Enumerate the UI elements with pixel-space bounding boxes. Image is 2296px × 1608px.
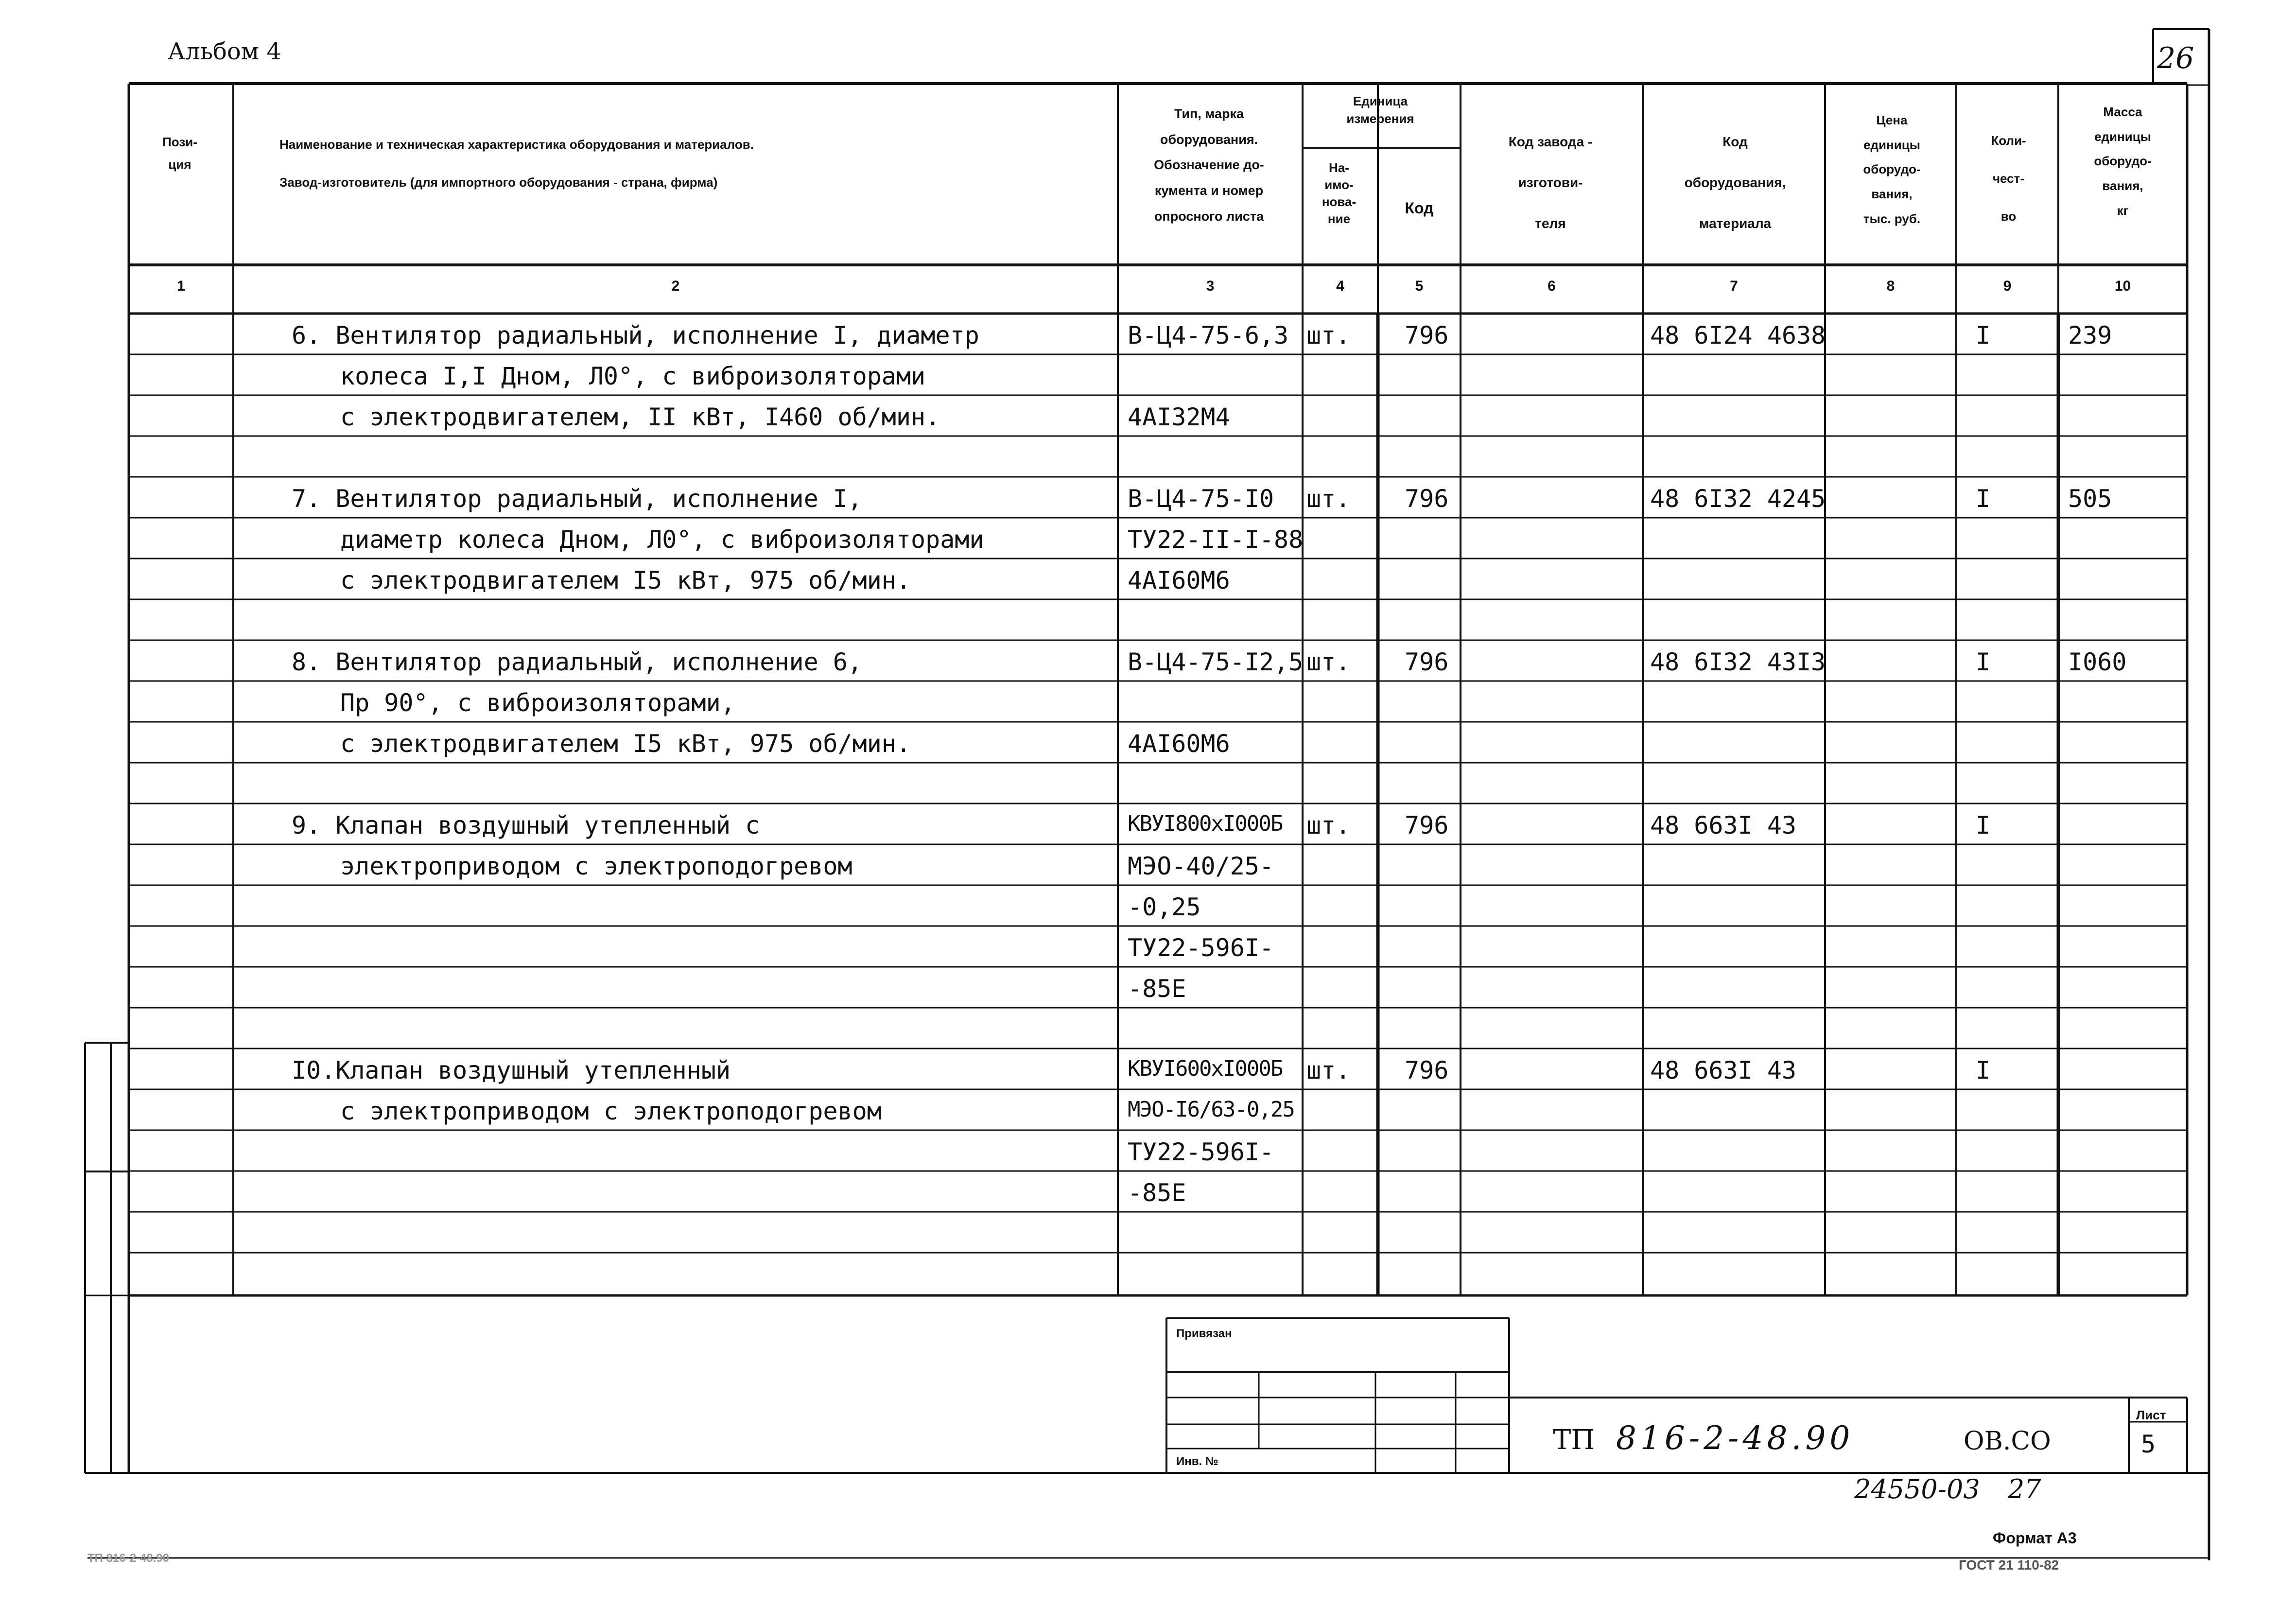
column-number-2: 2 <box>671 278 680 294</box>
item-type: КВУI800хI000Б <box>1128 811 1283 836</box>
doc-number: 816-2-48.90 <box>1616 1419 1854 1457</box>
column-number-8: 8 <box>1886 278 1895 294</box>
column-number-7: 7 <box>1730 278 1738 294</box>
archive-page: 27 <box>2007 1474 2041 1504</box>
column-number-1: 1 <box>177 278 185 294</box>
item-mass: I060 <box>2068 648 2127 676</box>
column-number-10: 10 <box>2114 278 2131 294</box>
page-corner-number: 26 <box>2157 41 2194 75</box>
item-name: с электродвигателем I5 кВт, 975 об/мин. <box>340 566 911 594</box>
header-type: Тип, марка оборудования. Обозначение до- кумента и номер опросного листа <box>1154 106 1264 224</box>
header-mass: Масса единицы оборудо- вания, кг <box>2094 105 2152 218</box>
item-unit-code: 796 <box>1405 485 1449 513</box>
item-name: Пр 90°, с виброизоляторами, <box>340 689 735 717</box>
item-mass: 239 <box>2068 321 2112 350</box>
document-code <box>1553 1419 1854 1457</box>
item-type: В-Ц4-75-6,3 <box>1128 321 1289 350</box>
item-name: электроприводом с электроподогревом <box>340 852 852 880</box>
item-name: 9. Клапан воздушный утепленный с <box>292 811 760 839</box>
header-price: Цена единицы оборудо- вания, тыс. руб. <box>1863 113 1921 226</box>
doc-prefix: ТП <box>1553 1424 1595 1456</box>
header-equipment-code: Код оборудования, материала <box>1684 134 1786 231</box>
item-name: с электроприводом с электроподогревом <box>340 1097 882 1125</box>
item-quantity: I <box>1976 1056 1991 1084</box>
header-unit-name: На- имо- нова- ние <box>1322 160 1357 227</box>
item-equipment-code: 48 663I 43 <box>1650 811 1797 839</box>
item-quantity: I <box>1976 485 1991 513</box>
item-name: I0.Клапан воздушный утепленный <box>292 1056 731 1084</box>
item-unit: шт. <box>1306 321 1351 350</box>
item-mass: 505 <box>2068 485 2112 513</box>
archive-number: 24550-03 27 <box>1854 1474 2041 1504</box>
item-unit: шт. <box>1306 1056 1351 1084</box>
item-unit-code: 796 <box>1405 1056 1449 1084</box>
item-unit-code: 796 <box>1405 321 1449 350</box>
item-type: 4АI32М4 <box>1128 403 1230 431</box>
column-number-5: 5 <box>1415 278 1424 294</box>
item-type: -0,25 <box>1128 893 1201 921</box>
item-type: МЭО-I6/63-0,25 <box>1128 1097 1294 1122</box>
item-type: В-Ц4-75-I0 <box>1128 485 1274 513</box>
item-quantity: I <box>1976 321 1991 350</box>
item-type: КВУI600хI000Б <box>1128 1056 1283 1081</box>
stamp-inventory-number: Инв. № <box>1176 1455 1218 1468</box>
column-number-3: 3 <box>1206 278 1215 294</box>
column-number-6: 6 <box>1548 278 1556 294</box>
item-type: 4АI60М6 <box>1128 730 1230 758</box>
item-name: 8. Вентилятор радиальный, исполнение 6, <box>292 648 862 676</box>
item-quantity: I <box>1976 811 1991 839</box>
item-type: ТУ22-596I- <box>1128 934 1274 962</box>
stamp-privyazan: Привязан <box>1176 1327 1232 1340</box>
item-equipment-code: 48 6I32 4245 <box>1650 485 1826 513</box>
doc-suffix: ОВ.СО <box>1964 1427 2051 1456</box>
sheet-label: Лист <box>2136 1408 2166 1422</box>
gost-reference: ГОСТ 21 110-82 <box>1959 1557 2059 1573</box>
item-unit-code: 796 <box>1405 648 1449 676</box>
item-type: В-Ц4-75-I2,5 <box>1128 648 1304 676</box>
item-type: -85Е <box>1128 1179 1186 1207</box>
item-name: колеса I,I Дном, Л0°, с виброизоляторами <box>340 362 926 390</box>
item-name: с электродвигателем I5 кВт, 975 об/мин. <box>340 730 911 758</box>
item-type: ТУ22-596I- <box>1128 1138 1274 1166</box>
header-unit-group: Единица измерения <box>1346 94 1414 126</box>
header-quantity: Коли- чест- во <box>1991 133 2026 224</box>
header-factory-code: Код завода - изготови- теля <box>1508 134 1593 231</box>
sheet-number: 5 <box>2141 1430 2156 1458</box>
item-type: МЭО-40/25- <box>1128 852 1274 880</box>
item-type: ТУ22-II-I-88 <box>1128 525 1304 554</box>
bottom-left-mark: ТП 816-2-48.90 <box>87 1552 170 1565</box>
album-label: Альбом 4 <box>168 38 281 65</box>
item-equipment-code: 48 663I 43 <box>1650 1056 1797 1084</box>
item-name: диаметр колеса Дном, Л0°, с виброизоляторами <box>340 525 984 554</box>
header-position: Пози- ция <box>162 135 197 172</box>
item-unit-code: 796 <box>1405 811 1449 839</box>
item-unit: шт. <box>1306 648 1351 676</box>
item-type: -85Е <box>1128 975 1186 1003</box>
item-name: 7. Вентилятор радиальный, исполнение I, <box>292 485 862 513</box>
column-number-4: 4 <box>1336 278 1344 294</box>
item-unit: шт. <box>1306 485 1351 513</box>
header-unit-code: Код <box>1405 199 1434 217</box>
item-name: с электродвигателем, II кВт, I460 об/мин. <box>340 403 940 431</box>
item-equipment-code: 48 6I24 4638 <box>1650 321 1826 350</box>
item-unit: шт. <box>1306 811 1351 839</box>
item-quantity: I <box>1976 648 1991 676</box>
item-type: 4АI60М6 <box>1128 566 1230 594</box>
item-name: 6. Вентилятор радиальный, исполнение I, диаметр <box>292 321 979 350</box>
column-number-9: 9 <box>2003 278 2012 294</box>
item-equipment-code: 48 6I32 43I3 <box>1650 648 1826 676</box>
header-name: Наименование и техническая характеристика оборудования и материалов. Завод-изготовитель (для импортного оборудования - страна, фирма) <box>279 137 754 190</box>
paper-format: Формат А3 <box>1993 1529 2077 1547</box>
